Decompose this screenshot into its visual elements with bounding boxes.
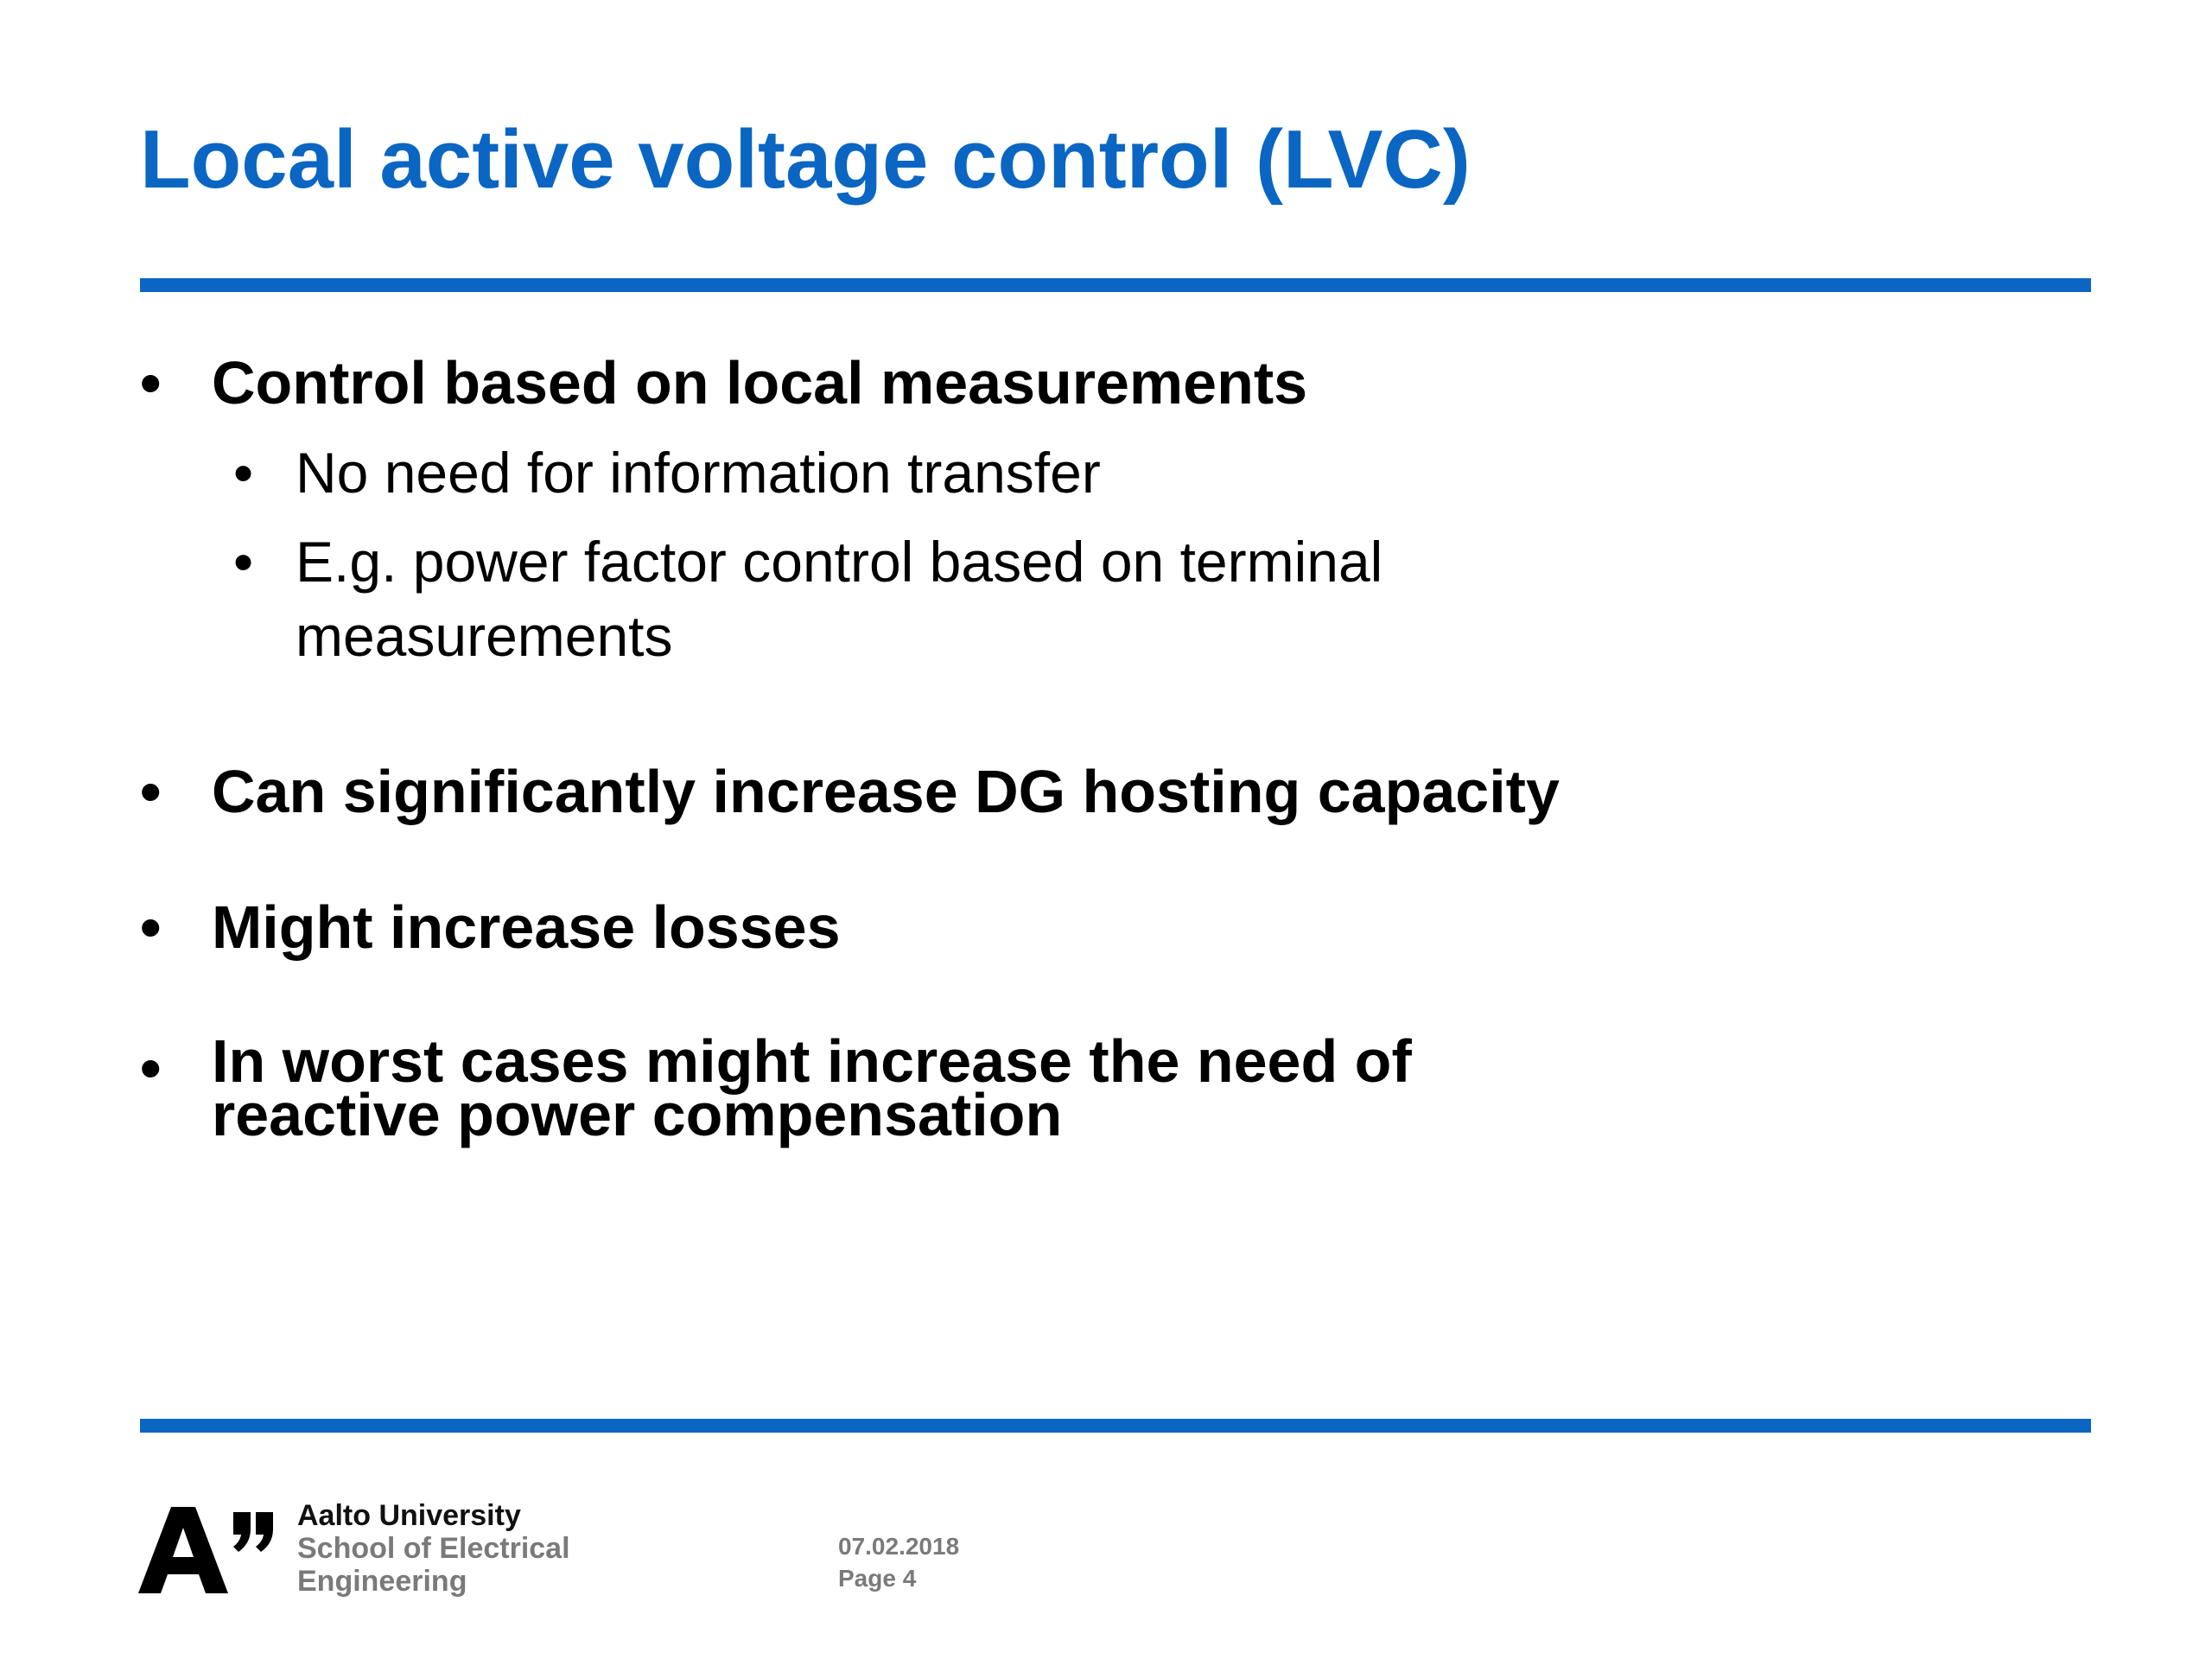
- footer-date: 07.02.2018: [838, 1533, 960, 1560]
- university-name: [297, 1499, 570, 1598]
- sub-bullet-text: E.g. power factor control based on terminal measurements: [296, 530, 1383, 668]
- bullet-dot: •: [140, 758, 162, 825]
- bullet-dot: •: [140, 349, 162, 416]
- top-divider: [140, 278, 2091, 292]
- school-label-line1: School of Electrical: [297, 1532, 570, 1566]
- bottom-divider: [140, 1419, 2091, 1433]
- school-label-line2: Engineering: [297, 1565, 467, 1599]
- aalto-logo-icon: [138, 1507, 276, 1593]
- bullet-text: Can significantly increase DG hosting capacity: [212, 758, 1560, 825]
- sub-bullet-dot: •: [233, 441, 254, 505]
- sub-bullet-text: No need for information transfer: [296, 441, 1101, 505]
- slide-title: Local active voltage control (LVC): [140, 113, 1471, 206]
- university-label: Aalto University: [297, 1499, 521, 1532]
- bullet-dot: •: [140, 1034, 162, 1102]
- bullet-text: In worst cases might increase the need of reactive power compensation: [212, 1027, 1412, 1148]
- sub-bullet-dot: •: [233, 530, 254, 594]
- footer-meta: [838, 1531, 959, 1595]
- bullet-text: Might increase losses: [212, 893, 841, 961]
- bullet-text: Control based on local measurements: [212, 349, 1308, 416]
- bullet-dot: •: [140, 893, 162, 961]
- footer-page-number: Page 4: [838, 1564, 917, 1592]
